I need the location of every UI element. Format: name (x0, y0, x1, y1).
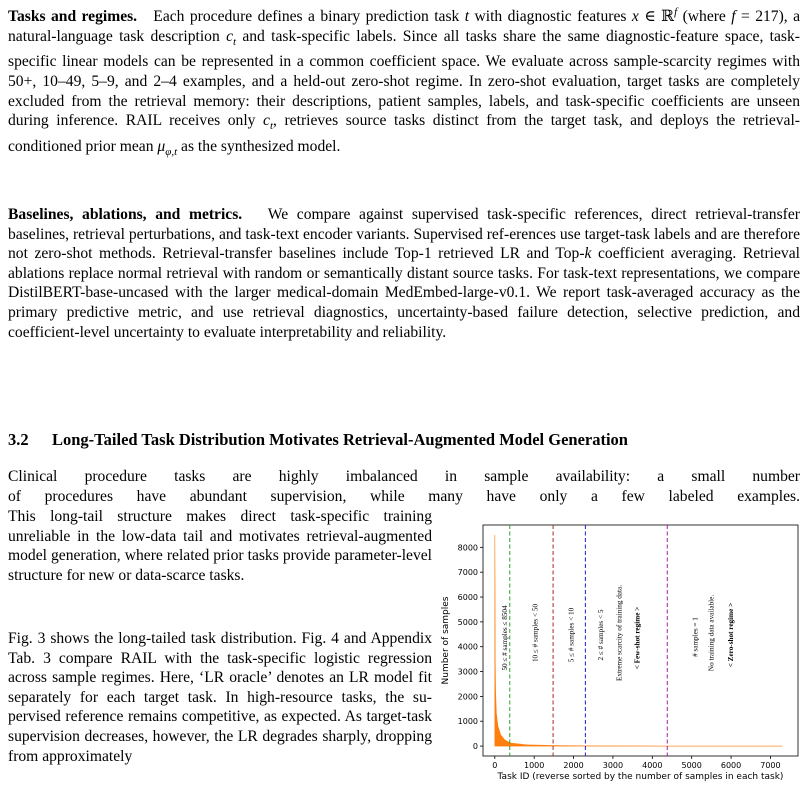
paragraph-tasks-and-regimes: Tasks and regimes. Each procedure defines a binary prediction task t with diagnostic features x ∈ ℝ$^f$ (where f = 217), a natural-language task description $c_t$ and task-specific labels. Since all tasks share the same diagnostic-feature space, task-specific linear models can be represented in a common coefficient space. We evaluate across sample-scarcity regimes with 50+, 10–49, 5–9, and 2–4 examples, and a held-out zero-shot regime. In zero-shot evaluation, target tasks are completely excluded from the retrieval memory: their descriptions, patient samples, labels, and task-specific coefficients are unseen during inference. RAIL receives only $c_t$, retrieves source tasks distinct from the target task, and deploys the retrieval-conditioned prior mean $\mu_{\varphi,t}$ as the synthesized model. (8, 6, 801, 159)
section-number: 3.2 (8, 430, 29, 449)
paragraph-baselines: Baselines, ablations, and metrics. We compare against supervised task-specific references, direct retrieval-transfer baselines, retrieval perturbations, and task-text encoder variants. Supervised ref-erences use target-task labels and are therefore not zero-shot methods. Retrieval-transfer baselines include Top-1 retrieved LR and Top-k coefficient averaging. Retrieval ablations replace normal retrieval with random or semantically distant source tasks. For task-text representations, we compare DistilBERT-base-uncased with the larger medical-domain MedEmbed-large-v0.1. We report task-averaged accuracy as the primary predictive metric, and use retrieval diagnostics, uncertainty-based failure detection, selective prediction, and coefficient-level uncertainty to evaluate interpretability and reliability. (8, 206, 800, 341)
x-axis-label: Task ID (reverse sorted by the number of samples in each task) (497, 772, 784, 782)
x-tick-label: 3000 (602, 761, 624, 770)
x-tick-label: 2000 (563, 761, 584, 770)
paragraph-long-tail-line1: Clinical procedure tasks are highly imbalanced in sample availability: a small number (8, 468, 800, 485)
y-tick-label: 5000 (457, 617, 478, 627)
x-tick-label: 1000 (524, 761, 545, 770)
y-tick-label: 0 (472, 742, 478, 752)
regime-annotation: < Zero-shot regime > (726, 602, 735, 668)
y-tick-label: 6000 (457, 593, 478, 603)
x-tick-label: 7000 (760, 761, 781, 770)
regime-annotation: 50 ≤ # samples ≤ 8504 (500, 605, 509, 671)
y-tick-label: 8000 (457, 543, 478, 553)
regime-annotation: < Few-shot regime > (633, 606, 642, 670)
x-tick-label: 5000 (681, 761, 702, 770)
section-heading (8, 430, 628, 450)
y-tick-label: 2000 (457, 692, 478, 702)
paragraph-long-tail-line2: of procedures have abundant supervision, while many have only a few labeled examples. (8, 488, 800, 505)
x-tick-label: 6000 (720, 761, 742, 770)
section-title: Long-Tailed Task Distribution Motivates Retrieval-Augmented Model Generation (52, 430, 628, 449)
regime-annotation: 5 ≤ # samples < 10 (567, 607, 576, 663)
y-axis-label: Number of samples (441, 596, 451, 685)
x-tick-label: 4000 (642, 761, 663, 770)
regime-annotation: # samples = 1 (691, 617, 700, 657)
paragraph-long-tail-rest: This long-tail structure makes direct task-specific training unreliable in the low-data tail and motivates retrieval-augmented model generation, where related prior tasks provide parameter-level structure for new or data-scarce tasks. (8, 508, 432, 584)
regime-annotation: 2 ≤ # samples < 5 (597, 609, 605, 661)
y-tick-label: 3000 (457, 667, 478, 677)
x-tick-label: 0 (492, 761, 498, 770)
y-tick-label: 4000 (457, 642, 478, 652)
paragraph-fig-description: Fig. 3 shows the long-tailed task distribution. Fig. 4 and Appendix Tab. 3 compare RAIL with the task-specific logistic regression across sample regimes. Here, ‘LR oracle’ denotes an LR model fit separately for each target task. In high-resource tasks, the su-pervised reference remains competitive, as expected. As target-task supervision decreases, however, the LR degrades sharply, dropping from approximately (8, 630, 432, 765)
regime-annotation: Extreme scarcity of training data. (615, 585, 624, 681)
y-tick-label: 1000 (457, 717, 478, 727)
task-distribution-chart (438, 520, 804, 792)
y-tick-label: 7000 (457, 568, 478, 578)
paragraph-lead: Baselines, ablations, and metrics. (8, 206, 243, 223)
regime-annotation: No training data available. (707, 594, 716, 672)
regime-annotation: 10 ≤ # samples < 50 (531, 603, 540, 663)
paragraph-lead: Tasks and regimes. (8, 8, 138, 26)
